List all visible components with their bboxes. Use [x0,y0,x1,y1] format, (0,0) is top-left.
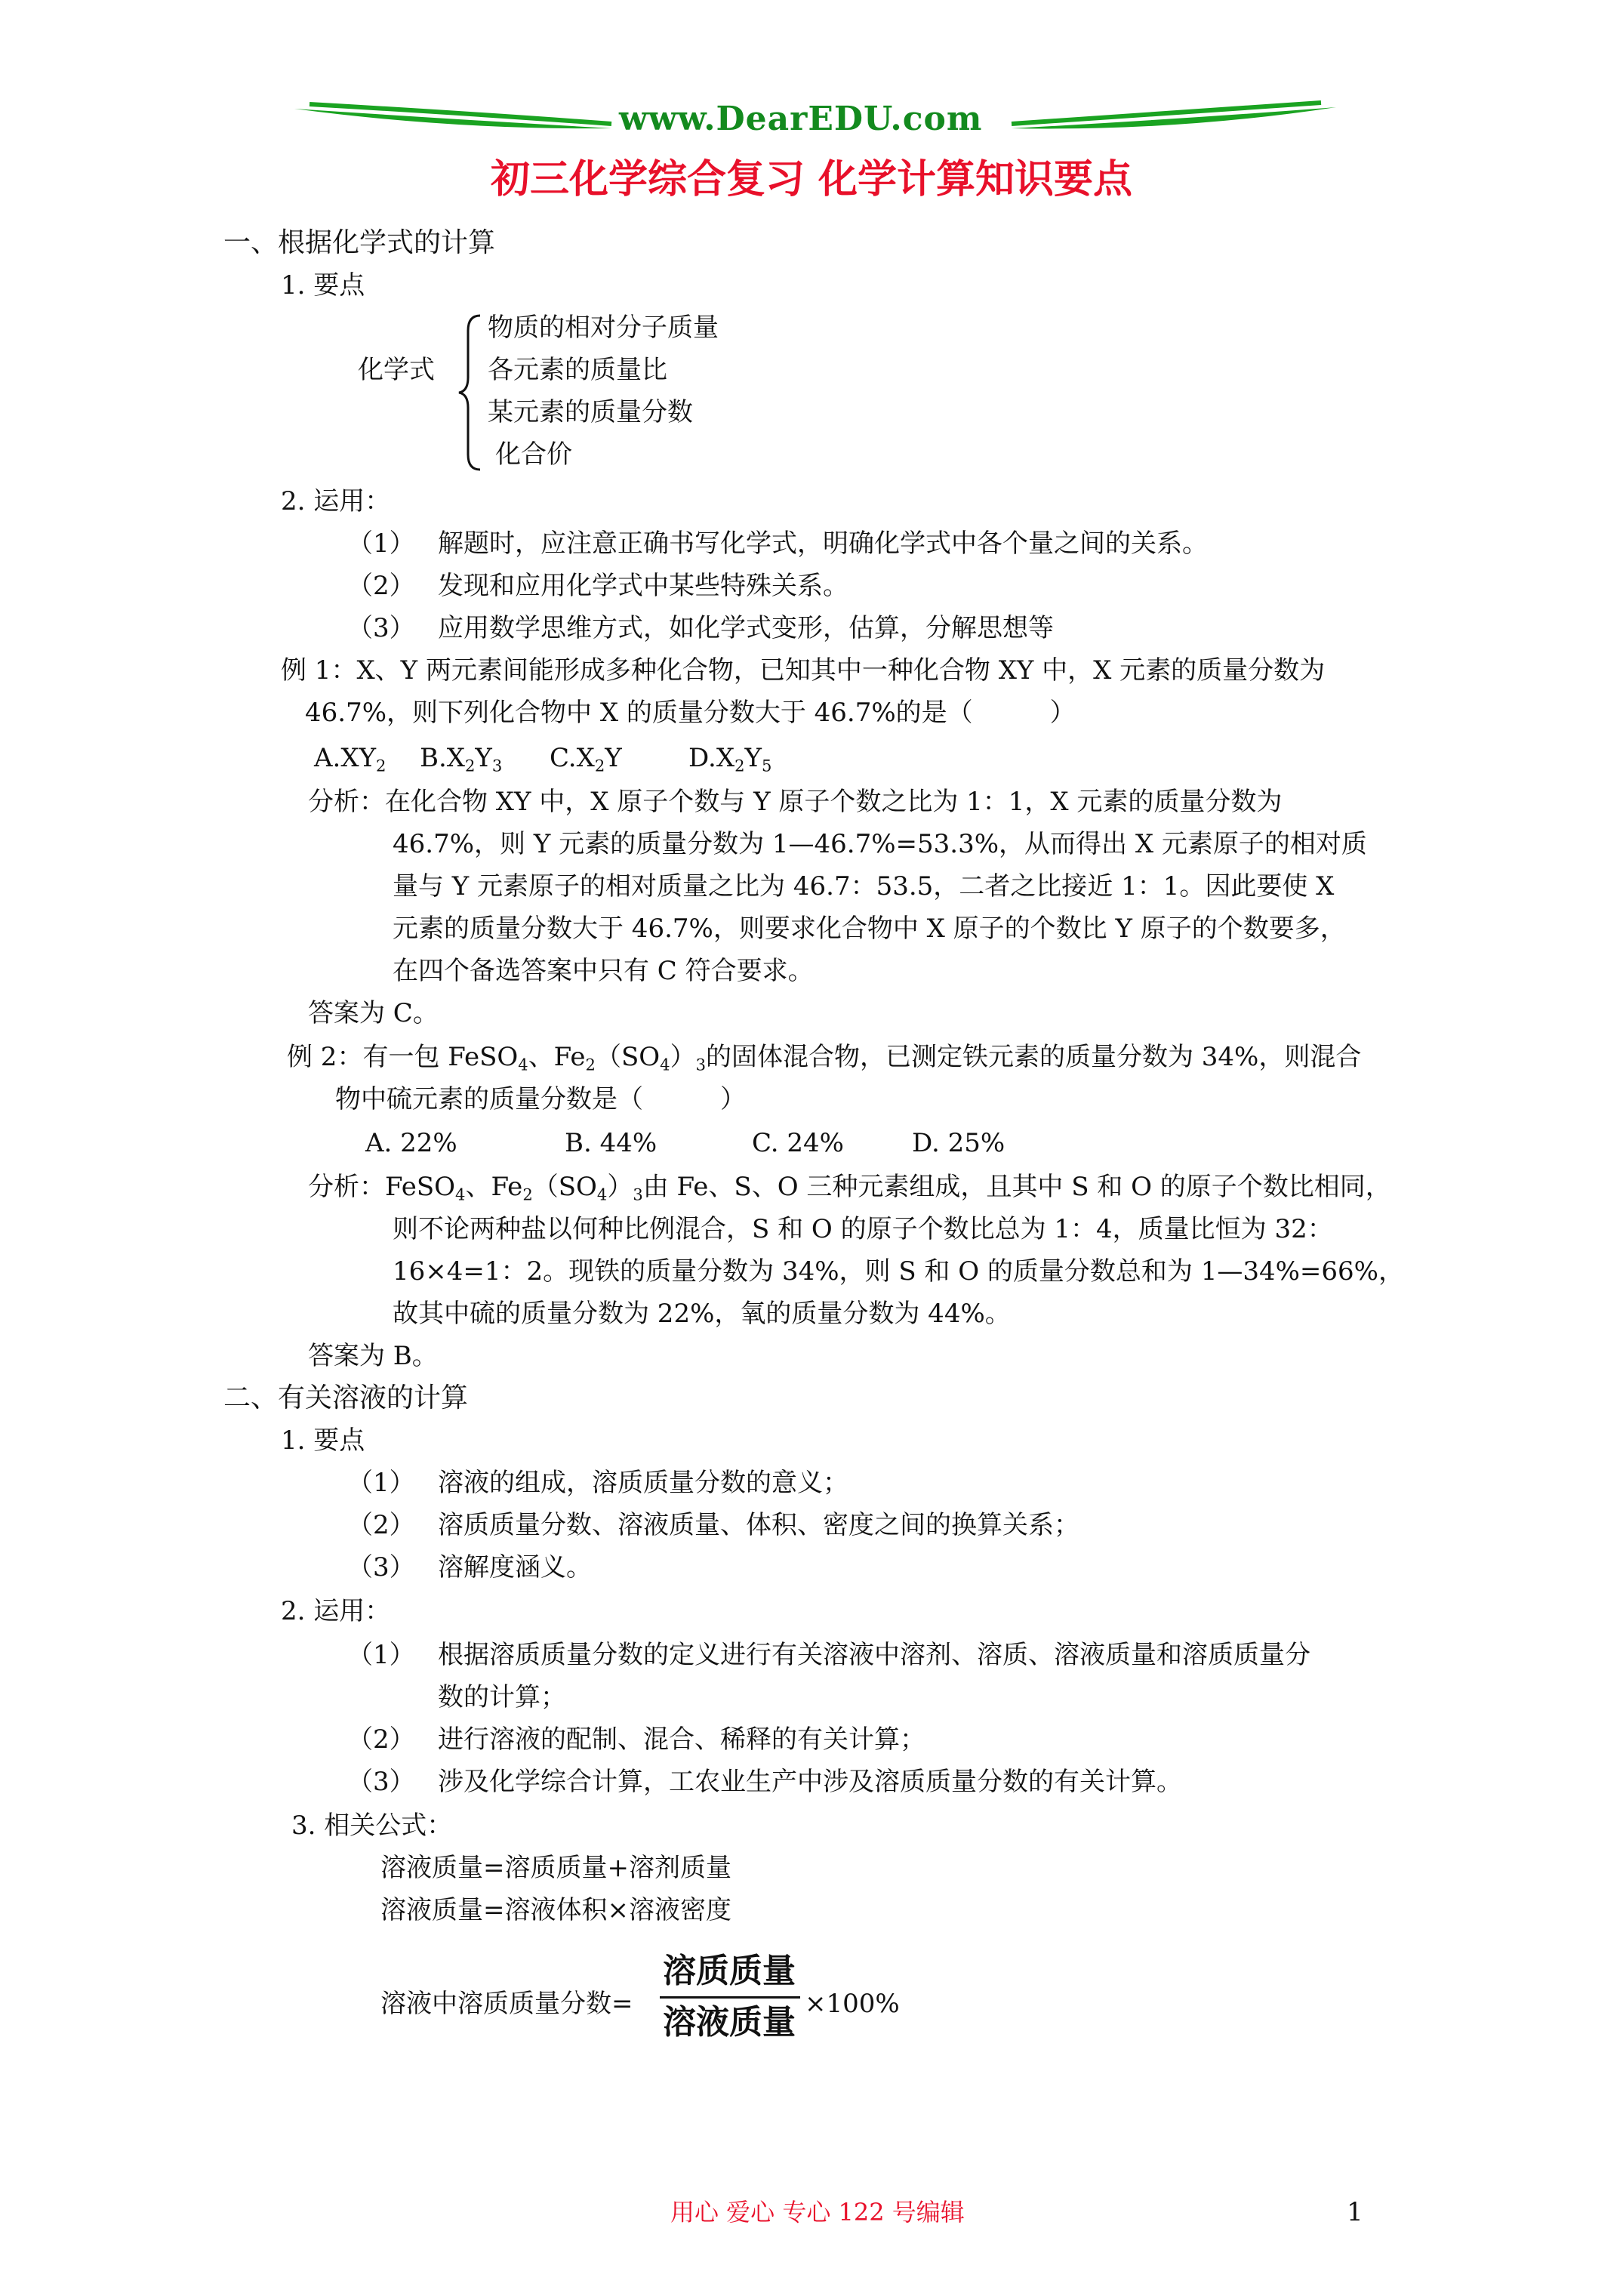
header-logo: www.DearEDU.com [619,100,983,138]
point-number: （2） [347,1510,415,1540]
example1-line1: 例 1：X、Y 两元素间能形成多种化合物，已知其中一种化合物 XY 中，X 元素的质量分数为 [281,655,1326,686]
use-text-continued: 数的计算； [438,1682,566,1712]
example1-option-d: $D.X_2Y_5$ [688,743,772,775]
point-number: （3） [347,1552,415,1583]
example2-analysis: 分析：FeSO$_4$、$Fe_2(SO_4)_3$由 Fe、S、O 三种元素组成，且其中 S 和 O 的原子个数比相同， [308,1172,1391,1204]
example1-option-c: $C.X_2Y$ [550,743,622,775]
example1-option-a: $A.XY_2$ [314,743,387,775]
example2-option: B. 44% [565,1128,658,1158]
example1-line2: 46.7%，则下列化合物中 X 的质量分数大于 46.7%的是（ ） [305,698,1076,728]
use-number: （1） [347,529,415,559]
section2-point1: 1. 要点 [281,1425,365,1456]
use-number: （3） [347,1767,415,1797]
fraction-denominator: 溶液质量 [663,2003,796,2042]
use-number: （1） [347,1640,415,1670]
page-number: 1 [1347,2197,1363,2227]
example2-analysis: 故其中硫的质量分数为 22%，氧的质量分数为 44%。 [393,1299,1011,1329]
use-text: 发现和应用化学式中某些特殊关系。 [438,571,848,601]
section1-point2: 2. 运用： [281,486,391,516]
brace-item: 物质的相对分子质量 [488,313,719,343]
example1-analysis: 量与 Y 元素原子的相对质量之比为 46.7：53.5，二者之比接近 1：1。因此要使 X [393,871,1335,901]
example1-analysis: 在四个备选答案中只有 C 符合要求。 [393,956,814,986]
example2-option: A. 22% [365,1128,457,1158]
use-number: （2） [347,571,415,601]
example2-analysis: 则不论两种盐以何种比例混合，S 和 O 的原子个数比总为 1：4，质量比恒为 32： [393,1214,1333,1244]
example2-line1: 例 2：有一包 FeSO$_4$、$Fe_2(SO_4)_3$的固体混合物，已测定铁元素的质量分数为 34%，则混合 [287,1042,1362,1074]
example2-answer: 答案为 B。 [308,1341,438,1371]
example1-option-b: $B.X_2Y_3$ [420,743,503,775]
example1-analysis: 分析：在化合物 XY 中，X 原子个数与 Y 原子个数之比为 1：1，X 元素的质量分数为 [308,787,1283,817]
point-text: 溶液的组成，溶质质量分数的意义； [438,1468,848,1498]
curly-brace-icon [456,313,486,473]
footer-text: 用心 爱心 专心 122 号编辑 [670,2198,965,2227]
brace-item: 化合价 [495,439,572,470]
brace-item: 各元素的质量比 [488,355,667,385]
page-title: 初三化学综合复习 化学计算知识要点 [490,156,1133,202]
example2-option: D. 25% [912,1128,1006,1158]
example2-line2: 物中硫元素的质量分数是（ ） [335,1084,746,1114]
section2-heading: 二、有关溶液的计算 [223,1382,469,1413]
point-text: 溶解度涵义。 [438,1552,592,1583]
example1-answer: 答案为 C。 [308,998,439,1028]
example1-analysis: 46.7%，则 Y 元素的质量分数为 1—46.7%=53.3%，从而得出 X 元素原子的相对质 [393,829,1367,859]
brace-item: 某元素的质量分数 [488,397,693,427]
formula-2: 溶液质量=溶液体积×溶液密度 [380,1895,731,1925]
fraction-numerator: 溶质质量 [663,1952,796,1990]
section1-point1: 1. 要点 [281,270,365,300]
formula-3-tail: ×100% [805,1989,900,2019]
example2-analysis: 16×4=1：2。现铁的质量分数为 34%，则 S 和 O 的质量分数总和为 1—34%=66%， [393,1256,1404,1287]
use-text: 应用数学思维方式，如化学式变形，估算，分解思想等 [438,613,1054,643]
use-text: 根据溶质质量分数的定义进行有关溶液中溶剂、溶质、溶液质量和溶质质量分 [438,1640,1310,1670]
brace-label: 化学式 [358,355,435,385]
point-number: （1） [347,1468,415,1498]
section1-heading: 一、根据化学式的计算 [223,227,496,258]
section2-point3: 3. 相关公式： [291,1811,453,1841]
point-text: 溶质质量分数、溶液质量、体积、密度之间的换算关系； [438,1510,1079,1540]
formula-3-label: 溶液中溶质质量分数= [380,1989,633,2019]
use-text: 涉及化学综合计算，工农业生产中涉及溶质质量分数的有关计算。 [438,1767,1182,1797]
example2-option: C. 24% [752,1128,844,1158]
use-number: （3） [347,613,415,643]
use-text: 解题时，应注意正确书写化学式，明确化学式中各个量之间的关系。 [438,529,1208,559]
use-number: （2） [347,1724,415,1755]
section2-point2: 2. 运用： [281,1596,391,1626]
formula-1: 溶液质量=溶质质量+溶剂质量 [380,1853,731,1883]
example1-analysis: 元素的质量分数大于 46.7%，则要求化合物中 X 原子的个数比 Y 原子的个数要多， [393,914,1346,944]
use-text: 进行溶液的配制、混合、稀释的有关计算； [438,1724,925,1755]
fraction-bar [660,1996,800,1999]
